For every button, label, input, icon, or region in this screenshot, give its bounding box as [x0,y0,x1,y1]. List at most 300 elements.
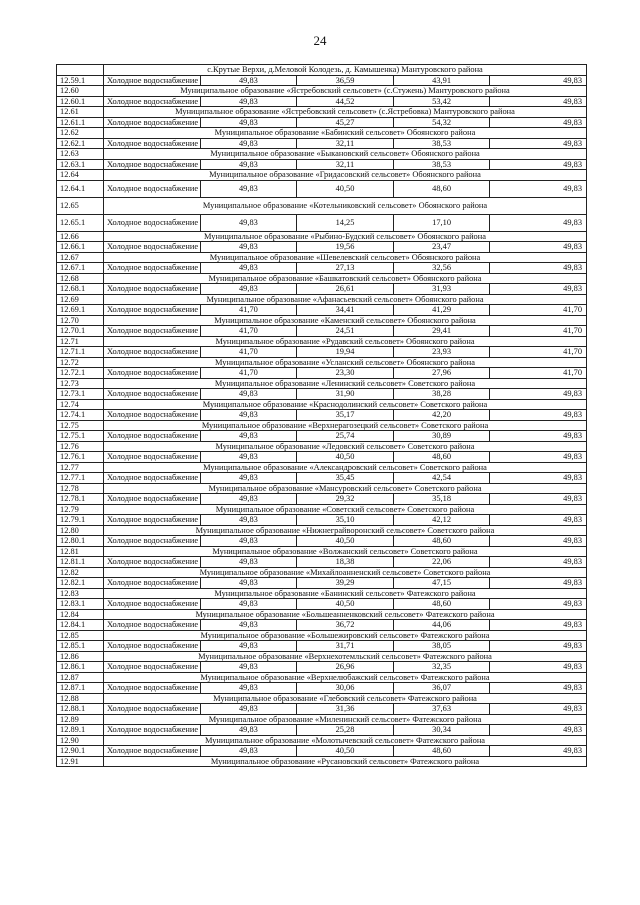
service-cell: Холодное водоснабжение [104,96,201,107]
value-cell-1: 49,83 [200,494,297,505]
service-cell: Холодное водоснабжение [104,159,201,170]
service-cell: Холодное водоснабжение [104,326,201,337]
section-header-row [57,483,587,494]
value-cell-1: 49,83 [200,620,297,631]
value-cell-1: 49,83 [200,452,297,463]
value-cell-2: 40,50 [297,746,394,757]
row-code-cell: 12.82.1 [57,578,104,589]
value-cell-2: 31,36 [297,704,394,715]
value-cell-1: 49,83 [200,515,297,526]
row-code-cell: 12.87 [57,672,104,683]
value-cell-3: 23,47 [393,242,490,253]
value-cell-4: 49,83 [490,641,587,652]
value-cell-2: 40,50 [297,536,394,547]
section-header-row [57,441,587,452]
row-code-cell: 12.82 [57,567,104,578]
service-cell: Холодное водоснабжение [104,662,201,673]
section-title-cell: Муниципальное образование «Афанасьевский сельсовет» Обоянского района [104,294,587,305]
section-header-row [57,630,587,641]
row-code-cell: 12.65 [57,197,104,214]
value-cell-4: 49,83 [490,389,587,400]
value-cell-4: 49,83 [490,473,587,484]
section-title-cell: Муниципальное образование «Каменский сельсовет» Обоянского района [104,315,587,326]
section-title-cell: Муниципальное образование «Верхнехотемльский сельсовет» Фатежского района [104,651,587,662]
row-code-cell: 12.83.1 [57,599,104,610]
row-code-cell: 12.84.1 [57,620,104,631]
value-cell-3: 48,60 [393,746,490,757]
row-code-cell: 12.69.1 [57,305,104,316]
row-code-cell: 12.85.1 [57,641,104,652]
value-cell-3: 43,91 [393,75,490,86]
value-cell-3: 30,34 [393,725,490,736]
service-cell: Холодное водоснабжение [104,117,201,128]
section-header-row [57,399,587,410]
value-cell-3: 31,93 [393,284,490,295]
value-cell-1: 41,70 [200,347,297,358]
value-cell-4: 49,83 [490,494,587,505]
row-code-cell [57,65,104,76]
section-title-cell: Муниципальное образование «Большеанненковский сельсовет» Фатежского района [104,609,587,620]
section-header-row [57,315,587,326]
row-code-cell: 12.85 [57,630,104,641]
section-title-cell: Муниципальное образование «Шевелевский сельсовет» Обоянского района [104,252,587,263]
section-title-cell: Муниципальное образование «Михайлоанненский сельсовет» Советского района [104,567,587,578]
section-header-row [57,525,587,536]
value-cell-1: 49,83 [200,284,297,295]
table-row [57,305,587,316]
value-cell-1: 49,83 [200,159,297,170]
section-header-row [57,252,587,263]
row-code-cell: 12.61.1 [57,117,104,128]
value-cell-3: 23,93 [393,347,490,358]
value-cell-1: 41,70 [200,326,297,337]
value-cell-2: 25,28 [297,725,394,736]
row-code-cell: 12.74.1 [57,410,104,421]
section-header-row [57,609,587,620]
value-cell-2: 32,11 [297,159,394,170]
value-cell-2: 36,59 [297,75,394,86]
service-cell: Холодное водоснабжение [104,452,201,463]
value-cell-4: 49,83 [490,515,587,526]
table-row [57,117,587,128]
table-row [57,138,587,149]
section-title-cell: Муниципальное образование «Ленинский сельсовет» Советского района [104,378,587,389]
table-row [57,557,587,568]
section-title-cell: Муниципальное образование «Ястребовский сельсовет» (с.Стужень) Мантуровского района [104,86,587,97]
value-cell-4: 49,83 [490,557,587,568]
value-cell-3: 42,12 [393,515,490,526]
value-cell-1: 49,83 [200,214,297,231]
value-cell-3: 41,29 [393,305,490,316]
value-cell-4: 49,83 [490,96,587,107]
value-cell-2: 34,41 [297,305,394,316]
table-row [57,96,587,107]
section-title-cell: Муниципальное образование «Рудавский сельсовет» Обоянского района [104,336,587,347]
section-header-row [57,420,587,431]
service-cell: Холодное водоснабжение [104,431,201,442]
value-cell-4: 49,83 [490,263,587,274]
section-title-cell: Муниципальное образование «Верхнелюбажский сельсовет» Фатежского района [104,672,587,683]
value-cell-4: 49,83 [490,683,587,694]
value-cell-1: 49,83 [200,117,297,128]
service-cell: Холодное водоснабжение [104,138,201,149]
row-code-cell: 12.80.1 [57,536,104,547]
value-cell-3: 48,60 [393,536,490,547]
service-cell: Холодное водоснабжение [104,725,201,736]
row-code-cell: 12.66 [57,231,104,242]
section-title-cell: Муниципальное образование «Усланский сельсовет» Обоянского района [104,357,587,368]
value-cell-1: 49,83 [200,138,297,149]
table-row [57,347,587,358]
value-cell-1: 49,83 [200,96,297,107]
row-code-cell: 12.76.1 [57,452,104,463]
value-cell-4: 49,83 [490,117,587,128]
table-row [57,159,587,170]
value-cell-4: 49,83 [490,214,587,231]
service-cell: Холодное водоснабжение [104,473,201,484]
section-header-row [57,149,587,160]
value-cell-2: 27,13 [297,263,394,274]
value-cell-4: 41,70 [490,347,587,358]
value-cell-1: 49,83 [200,704,297,715]
table-row [57,214,587,231]
service-cell: Холодное водоснабжение [104,704,201,715]
table-row [57,452,587,463]
section-title-cell: Муниципальное образование «Краснодолинский сельсовет» Советского района [104,399,587,410]
section-title-cell: Муниципальное образование «Верхнерагозецкий сельсовет» Советского района [104,420,587,431]
section-title-cell: Муниципальное образование «Русановский сельсовет» Фатежского района [104,756,587,767]
section-title-cell: Муниципальное образование «Мансуровский сельсовет» Советского района [104,483,587,494]
value-cell-3: 47,15 [393,578,490,589]
row-code-cell: 12.81 [57,546,104,557]
table-row [57,242,587,253]
value-cell-1: 49,83 [200,180,297,197]
section-header-row [57,735,587,746]
service-cell: Холодное водоснабжение [104,410,201,421]
section-header-row [57,336,587,347]
service-cell: Холодное водоснабжение [104,368,201,379]
value-cell-2: 40,50 [297,180,394,197]
value-cell-4: 49,83 [490,431,587,442]
value-cell-2: 40,50 [297,599,394,610]
section-header-row [57,651,587,662]
value-cell-2: 19,56 [297,242,394,253]
value-cell-4: 49,83 [490,284,587,295]
row-code-cell: 12.64 [57,170,104,181]
row-code-cell: 12.89 [57,714,104,725]
value-cell-2: 40,50 [297,452,394,463]
section-header-row [57,693,587,704]
row-code-cell: 12.66.1 [57,242,104,253]
value-cell-1: 41,70 [200,305,297,316]
table-row [57,431,587,442]
row-code-cell: 12.89.1 [57,725,104,736]
value-cell-1: 49,83 [200,410,297,421]
row-code-cell: 12.90.1 [57,746,104,757]
table-row [57,75,587,86]
value-cell-4: 49,83 [490,725,587,736]
value-cell-1: 49,83 [200,242,297,253]
table-row [57,515,587,526]
section-header-row [57,197,587,214]
table-row [57,263,587,274]
section-header-row [57,504,587,515]
value-cell-1: 49,83 [200,473,297,484]
value-cell-2: 39,29 [297,578,394,589]
section-header-row [57,714,587,725]
value-cell-2: 45,27 [297,117,394,128]
service-cell: Холодное водоснабжение [104,284,201,295]
section-title-cell: Муниципальное образование «Банинский сельсовет» Фатежского района [104,588,587,599]
table-row [57,473,587,484]
row-code-cell: 12.68 [57,273,104,284]
value-cell-1: 49,83 [200,557,297,568]
value-cell-2: 36,72 [297,620,394,631]
section-title-cell: Муниципальное образование «Башкатовский сельсовет» Обоянского района [104,273,587,284]
row-code-cell: 12.70.1 [57,326,104,337]
value-cell-3: 42,54 [393,473,490,484]
value-cell-3: 27,96 [393,368,490,379]
value-cell-3: 48,60 [393,452,490,463]
table-row [57,536,587,547]
row-code-cell: 12.88 [57,693,104,704]
section-title-cell: Муниципальное образование «Молотычевский сельсовет» Фатежского района [104,735,587,746]
row-code-cell: 12.72.1 [57,368,104,379]
value-cell-1: 49,83 [200,746,297,757]
service-cell: Холодное водоснабжение [104,242,201,253]
value-cell-3: 48,60 [393,599,490,610]
value-cell-1: 49,83 [200,389,297,400]
row-code-cell: 12.77.1 [57,473,104,484]
value-cell-4: 49,83 [490,578,587,589]
value-cell-2: 31,71 [297,641,394,652]
table-row [57,599,587,610]
row-code-cell: 12.71 [57,336,104,347]
value-cell-3: 38,53 [393,159,490,170]
section-title-cell: Муниципальное образование «Глебовский сельсовет» Фатежского района [104,693,587,704]
section-title-cell: Муниципальное образование «Советский сельсовет» Советского района [104,504,587,515]
service-cell: Холодное водоснабжение [104,494,201,505]
value-cell-1: 49,83 [200,599,297,610]
value-cell-4: 41,70 [490,326,587,337]
row-code-cell: 12.75.1 [57,431,104,442]
row-code-cell: 12.73.1 [57,389,104,400]
value-cell-2: 14,25 [297,214,394,231]
value-cell-3: 32,56 [393,263,490,274]
row-code-cell: 12.81.1 [57,557,104,568]
value-cell-3: 36,07 [393,683,490,694]
row-code-cell: 12.72 [57,357,104,368]
service-cell: Холодное водоснабжение [104,347,201,358]
section-title-cell: Муниципальное образование «Большежировский сельсовет» Фатежского района [104,630,587,641]
value-cell-3: 48,60 [393,180,490,197]
value-cell-1: 49,83 [200,662,297,673]
value-cell-3: 53,42 [393,96,490,107]
value-cell-2: 26,61 [297,284,394,295]
value-cell-2: 24,51 [297,326,394,337]
value-cell-2: 26,96 [297,662,394,673]
table-row [57,620,587,631]
table-row [57,746,587,757]
value-cell-4: 49,83 [490,410,587,421]
section-header-row [57,357,587,368]
section-header-row [57,378,587,389]
value-cell-2: 44,52 [297,96,394,107]
table-row [57,641,587,652]
table-row [57,683,587,694]
row-code-cell: 12.88.1 [57,704,104,715]
row-code-cell: 12.70 [57,315,104,326]
row-code-cell: 12.69 [57,294,104,305]
service-cell: Холодное водоснабжение [104,515,201,526]
table-row [57,725,587,736]
row-code-cell: 12.64.1 [57,180,104,197]
row-code-cell: 12.60 [57,86,104,97]
section-header-row [57,672,587,683]
service-cell: Холодное водоснабжение [104,578,201,589]
service-cell: Холодное водоснабжение [104,641,201,652]
section-header-row [57,128,587,139]
row-code-cell: 12.75 [57,420,104,431]
value-cell-3: 35,18 [393,494,490,505]
table-row [57,180,587,197]
service-cell: Холодное водоснабжение [104,214,201,231]
value-cell-2: 29,32 [297,494,394,505]
value-cell-3: 32,35 [393,662,490,673]
value-cell-3: 17,10 [393,214,490,231]
row-code-cell: 12.59.1 [57,75,104,86]
section-header-row [57,294,587,305]
row-code-cell: 12.60.1 [57,96,104,107]
section-title-cell: Муниципальное образование «Котельниковский сельсовет» Обоянского района [104,197,587,214]
section-title-cell: Муниципальное образование «Волжанский сельсовет» Советского района [104,546,587,557]
section-header-row [57,588,587,599]
section-header-row [57,462,587,473]
row-code-cell: 12.91 [57,756,104,767]
section-header-row [57,86,587,97]
value-cell-2: 23,30 [297,368,394,379]
row-code-cell: 12.80 [57,525,104,536]
value-cell-4: 49,83 [490,599,587,610]
service-cell: Холодное водоснабжение [104,557,201,568]
table-row [57,410,587,421]
value-cell-3: 30,89 [393,431,490,442]
value-cell-4: 49,83 [490,662,587,673]
row-code-cell: 12.74 [57,399,104,410]
service-cell: Холодное водоснабжение [104,536,201,547]
row-code-cell: 12.62 [57,128,104,139]
value-cell-2: 31,90 [297,389,394,400]
row-code-cell: 12.79.1 [57,515,104,526]
service-cell: Холодное водоснабжение [104,620,201,631]
row-code-cell: 12.76 [57,441,104,452]
value-cell-2: 18,38 [297,557,394,568]
section-header-row [57,170,587,181]
value-cell-1: 49,83 [200,641,297,652]
value-cell-1: 49,83 [200,431,297,442]
value-cell-2: 25,74 [297,431,394,442]
value-cell-4: 41,70 [490,305,587,316]
value-cell-4: 49,83 [490,75,587,86]
row-code-cell: 12.86 [57,651,104,662]
value-cell-1: 41,70 [200,368,297,379]
section-header-row [57,756,587,767]
section-title-cell: Муниципальное образование «Гридасовский сельсовет» Обоянского района [104,170,587,181]
row-code-cell: 12.63.1 [57,159,104,170]
section-header-row [57,567,587,578]
section-title-cell: Муниципальное образование «Миленинский сельсовет» Фатежского района [104,714,587,725]
row-code-cell: 12.87.1 [57,683,104,694]
section-title-cell: Муниципальное образование «Александровский сельсовет» Советского района [104,462,587,473]
section-header-row [57,65,587,76]
table-row [57,368,587,379]
section-title-cell: с.Крутые Верхи, д.Меловой Колодезь, д. Камышенка) Мантуровского района [104,65,587,76]
value-cell-1: 49,83 [200,75,297,86]
table-row [57,494,587,505]
row-code-cell: 12.62.1 [57,138,104,149]
section-header-row [57,273,587,284]
table-row [57,389,587,400]
section-title-cell: Муниципальное образование «Бабинский сельсовет» Обоянского района [104,128,587,139]
page-number: 24 [313,33,327,48]
value-cell-3: 29,41 [393,326,490,337]
value-cell-2: 19,94 [297,347,394,358]
value-cell-3: 54,32 [393,117,490,128]
value-cell-1: 49,83 [200,263,297,274]
service-cell: Холодное водоснабжение [104,305,201,316]
section-title-cell: Муниципальное образование «Нижнеграйворонский сельсовет» Советского района [104,525,587,536]
value-cell-2: 30,06 [297,683,394,694]
value-cell-4: 49,83 [490,704,587,715]
section-title-cell: Муниципальное образование «Ястребовский сельсовет» (с.Ястребовка) Мантуровского района [104,107,587,118]
value-cell-1: 49,83 [200,683,297,694]
value-cell-2: 32,11 [297,138,394,149]
value-cell-2: 35,10 [297,515,394,526]
value-cell-1: 49,83 [200,536,297,547]
table-row [57,578,587,589]
row-code-cell: 12.90 [57,735,104,746]
section-title-cell: Муниципальное образование «Ледовский сельсовет» Советского района [104,441,587,452]
value-cell-4: 49,83 [490,180,587,197]
row-code-cell: 12.86.1 [57,662,104,673]
tariff-table-body [57,65,587,767]
table-row [57,662,587,673]
value-cell-2: 35,17 [297,410,394,421]
row-code-cell: 12.78.1 [57,494,104,505]
service-cell: Холодное водоснабжение [104,746,201,757]
table-row [57,284,587,295]
value-cell-2: 35,45 [297,473,394,484]
row-code-cell: 12.65.1 [57,214,104,231]
section-title-cell: Муниципальное образование «Рыбино-Будский сельсовет» Обоянского района [104,231,587,242]
row-code-cell: 12.67 [57,252,104,263]
tariff-table [56,64,587,767]
service-cell: Холодное водоснабжение [104,75,201,86]
service-cell: Холодное водоснабжение [104,599,201,610]
value-cell-3: 37,63 [393,704,490,715]
row-code-cell: 12.67.1 [57,263,104,274]
value-cell-3: 22,06 [393,557,490,568]
service-cell: Холодное водоснабжение [104,389,201,400]
value-cell-3: 44,06 [393,620,490,631]
section-header-row [57,546,587,557]
row-code-cell: 12.61 [57,107,104,118]
section-title-cell: Муниципальное образование «Быкановский сельсовет» Обоянского района [104,149,587,160]
value-cell-4: 49,83 [490,138,587,149]
table-row [57,704,587,715]
service-cell: Холодное водоснабжение [104,180,201,197]
row-code-cell: 12.63 [57,149,104,160]
